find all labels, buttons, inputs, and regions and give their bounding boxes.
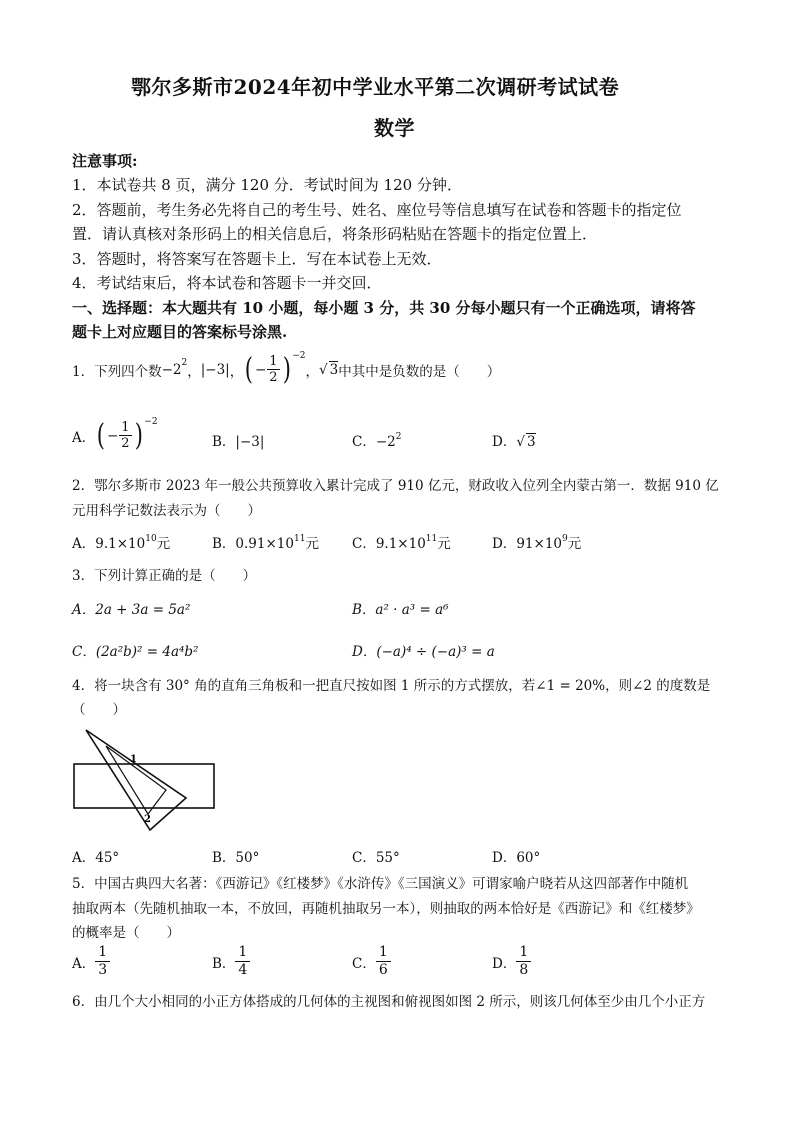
question-2-line1: 2．鄂尔多斯市 2023 年一般公共预算收入累计完成了 910 亿元，财政收入位列全内蒙古第一．数据 910 亿 [72, 478, 719, 494]
question-5-line2: 抽取两本（先随机抽取一本，不放回，再随机抽取另一本），则抽取的两本恰好是《西游记》和《红楼梦》 [72, 901, 700, 917]
q3-option-b: B．a² · a³ = a⁶ [352, 602, 449, 618]
q1-a-close-paren: ) [134, 418, 143, 453]
q1-sep3: ， [305, 363, 320, 380]
q3-option-c: C．(2a²b)² = 4a⁴b² [72, 644, 199, 660]
question-1-stem [72, 352, 500, 387]
q1-option-d: D．√ 3 [492, 434, 536, 450]
q5-option-d: D． 1 8 [492, 944, 531, 979]
section-heading-line2: 题卡上对应题目的答案标号涂黑. [72, 323, 288, 341]
q1-close-paren: ) [282, 352, 291, 387]
q1-a-open-paren: ( [97, 418, 106, 453]
q1-option-b: B．|−3| [212, 434, 265, 450]
q4-option-a: A．45° [72, 850, 120, 866]
notice-item-4: 4．考试结束后，将本试卷和答题卡一并交回． [72, 274, 382, 292]
q1-prefix: 1．下列四个数 [72, 363, 162, 380]
question-4-line1: 4．将一块含有 30° 角的直角三角板和一把直尺按如图 1 所示的方式摆放，若∠1 = 20%，则∠2 的度数是 [72, 678, 711, 694]
ruler-shape [74, 764, 214, 808]
notice-heading: 注意事项: [72, 152, 138, 170]
q1-term1-exp: 2 [181, 357, 188, 368]
q1-option-a: A． ( − $\frac{1}{2}$ ) −2 [72, 416, 158, 453]
question-5-line1: 5．中国古典四大名著：《西游记》《红楼梦》《水浒传》《三国演义》可谓家喻户晓若从这四部著作中随机 [72, 876, 689, 892]
q5-option-a: A． 1 3 [72, 944, 110, 979]
q1-term2: |−3| [200, 361, 230, 378]
q1-a-fraction: $\frac{1}{2}$ [121, 420, 130, 451]
q3-option-a: A．2a + 3a = 5a² [72, 602, 191, 618]
q1-term3-exp: −2 [292, 350, 306, 361]
q1-suffix: 中其中是负数的是（ ） [338, 363, 501, 380]
q1-sep2: ， [229, 363, 244, 380]
figure-1-ruler-triangle [70, 726, 220, 836]
q2-option-b: B．$0.91\times 10^{11}$元 [212, 534, 319, 552]
q1-open-paren: ( [244, 352, 254, 387]
notice-item-2-cont: 置．请认真核对条形码上的相关信息后，将条形码粘贴在答题卡的指定位置上． [72, 225, 598, 243]
q1-term1: −2 [161, 361, 182, 378]
q2-option-a: A．$9.1\times 10^{10}$元 [72, 534, 171, 552]
q1-sep1: ， [187, 363, 201, 380]
q1-term3-minus: − [254, 361, 267, 378]
question-2-line2: 元用科学记数法表示为（ ） [72, 503, 261, 519]
q2-option-d: D．$91\times 10^9$元 [492, 534, 582, 552]
q1-term4: 3 [329, 362, 339, 378]
section-heading-line1: 一、选择题：本大题共有 10 小题，每小题 3 分，共 30 分每小题只有一个正确选项，请将答 [72, 299, 696, 317]
q4-option-b: B．50° [212, 850, 260, 866]
triangle-outer [86, 730, 186, 830]
q3-option-d: D．(−a)⁴ ÷ (−a)³ = a [352, 644, 495, 660]
question-3-stem: 3．下列计算正确的是（ ） [72, 568, 257, 584]
subject-title: 数学 [374, 116, 415, 140]
sqrt-icon: √ [516, 434, 525, 450]
q4-option-c: C．55° [352, 850, 400, 866]
angle-label-1: 1 [130, 754, 137, 765]
exam-title: 鄂尔多斯市2024年初中学业水平第二次调研考试试卷 [131, 75, 620, 99]
q5-option-c: C． 1 6 [352, 944, 391, 979]
notice-item-2: 2．答题前，考生务必先将自己的考生号、姓名、座位号等信息填写在试卷和答题卡的指定位 [72, 201, 682, 219]
question-4-line2: （ ） [72, 702, 126, 718]
notice-item-3: 3．答题时，将答案写在答题卡上．写在本试卷上无效． [72, 250, 442, 268]
question-6-line1: 6．由几个大小相同的小正方体搭成的几何体的主视图和俯视图如图 2 所示，则该几何体至少由几个小正方 [72, 994, 706, 1010]
q1-option-c: C．$-2^2$ [352, 432, 402, 450]
angle-label-2: 2 [144, 814, 151, 825]
q1-term3-fraction: $\frac{1}{2}$ [269, 354, 278, 385]
sqrt-icon: √ [319, 361, 328, 378]
question-5-line3: 的概率是（ ） [72, 925, 180, 941]
q4-option-d: D．60° [492, 850, 541, 866]
q2-option-c: C．$9.1\times 10^{11}$元 [352, 534, 451, 552]
q5-option-b: B． 1 4 [212, 944, 250, 979]
notice-item-1: 1．本试卷共 8 页，满分 120 分．考试时间为 120 分钟． [72, 176, 462, 194]
